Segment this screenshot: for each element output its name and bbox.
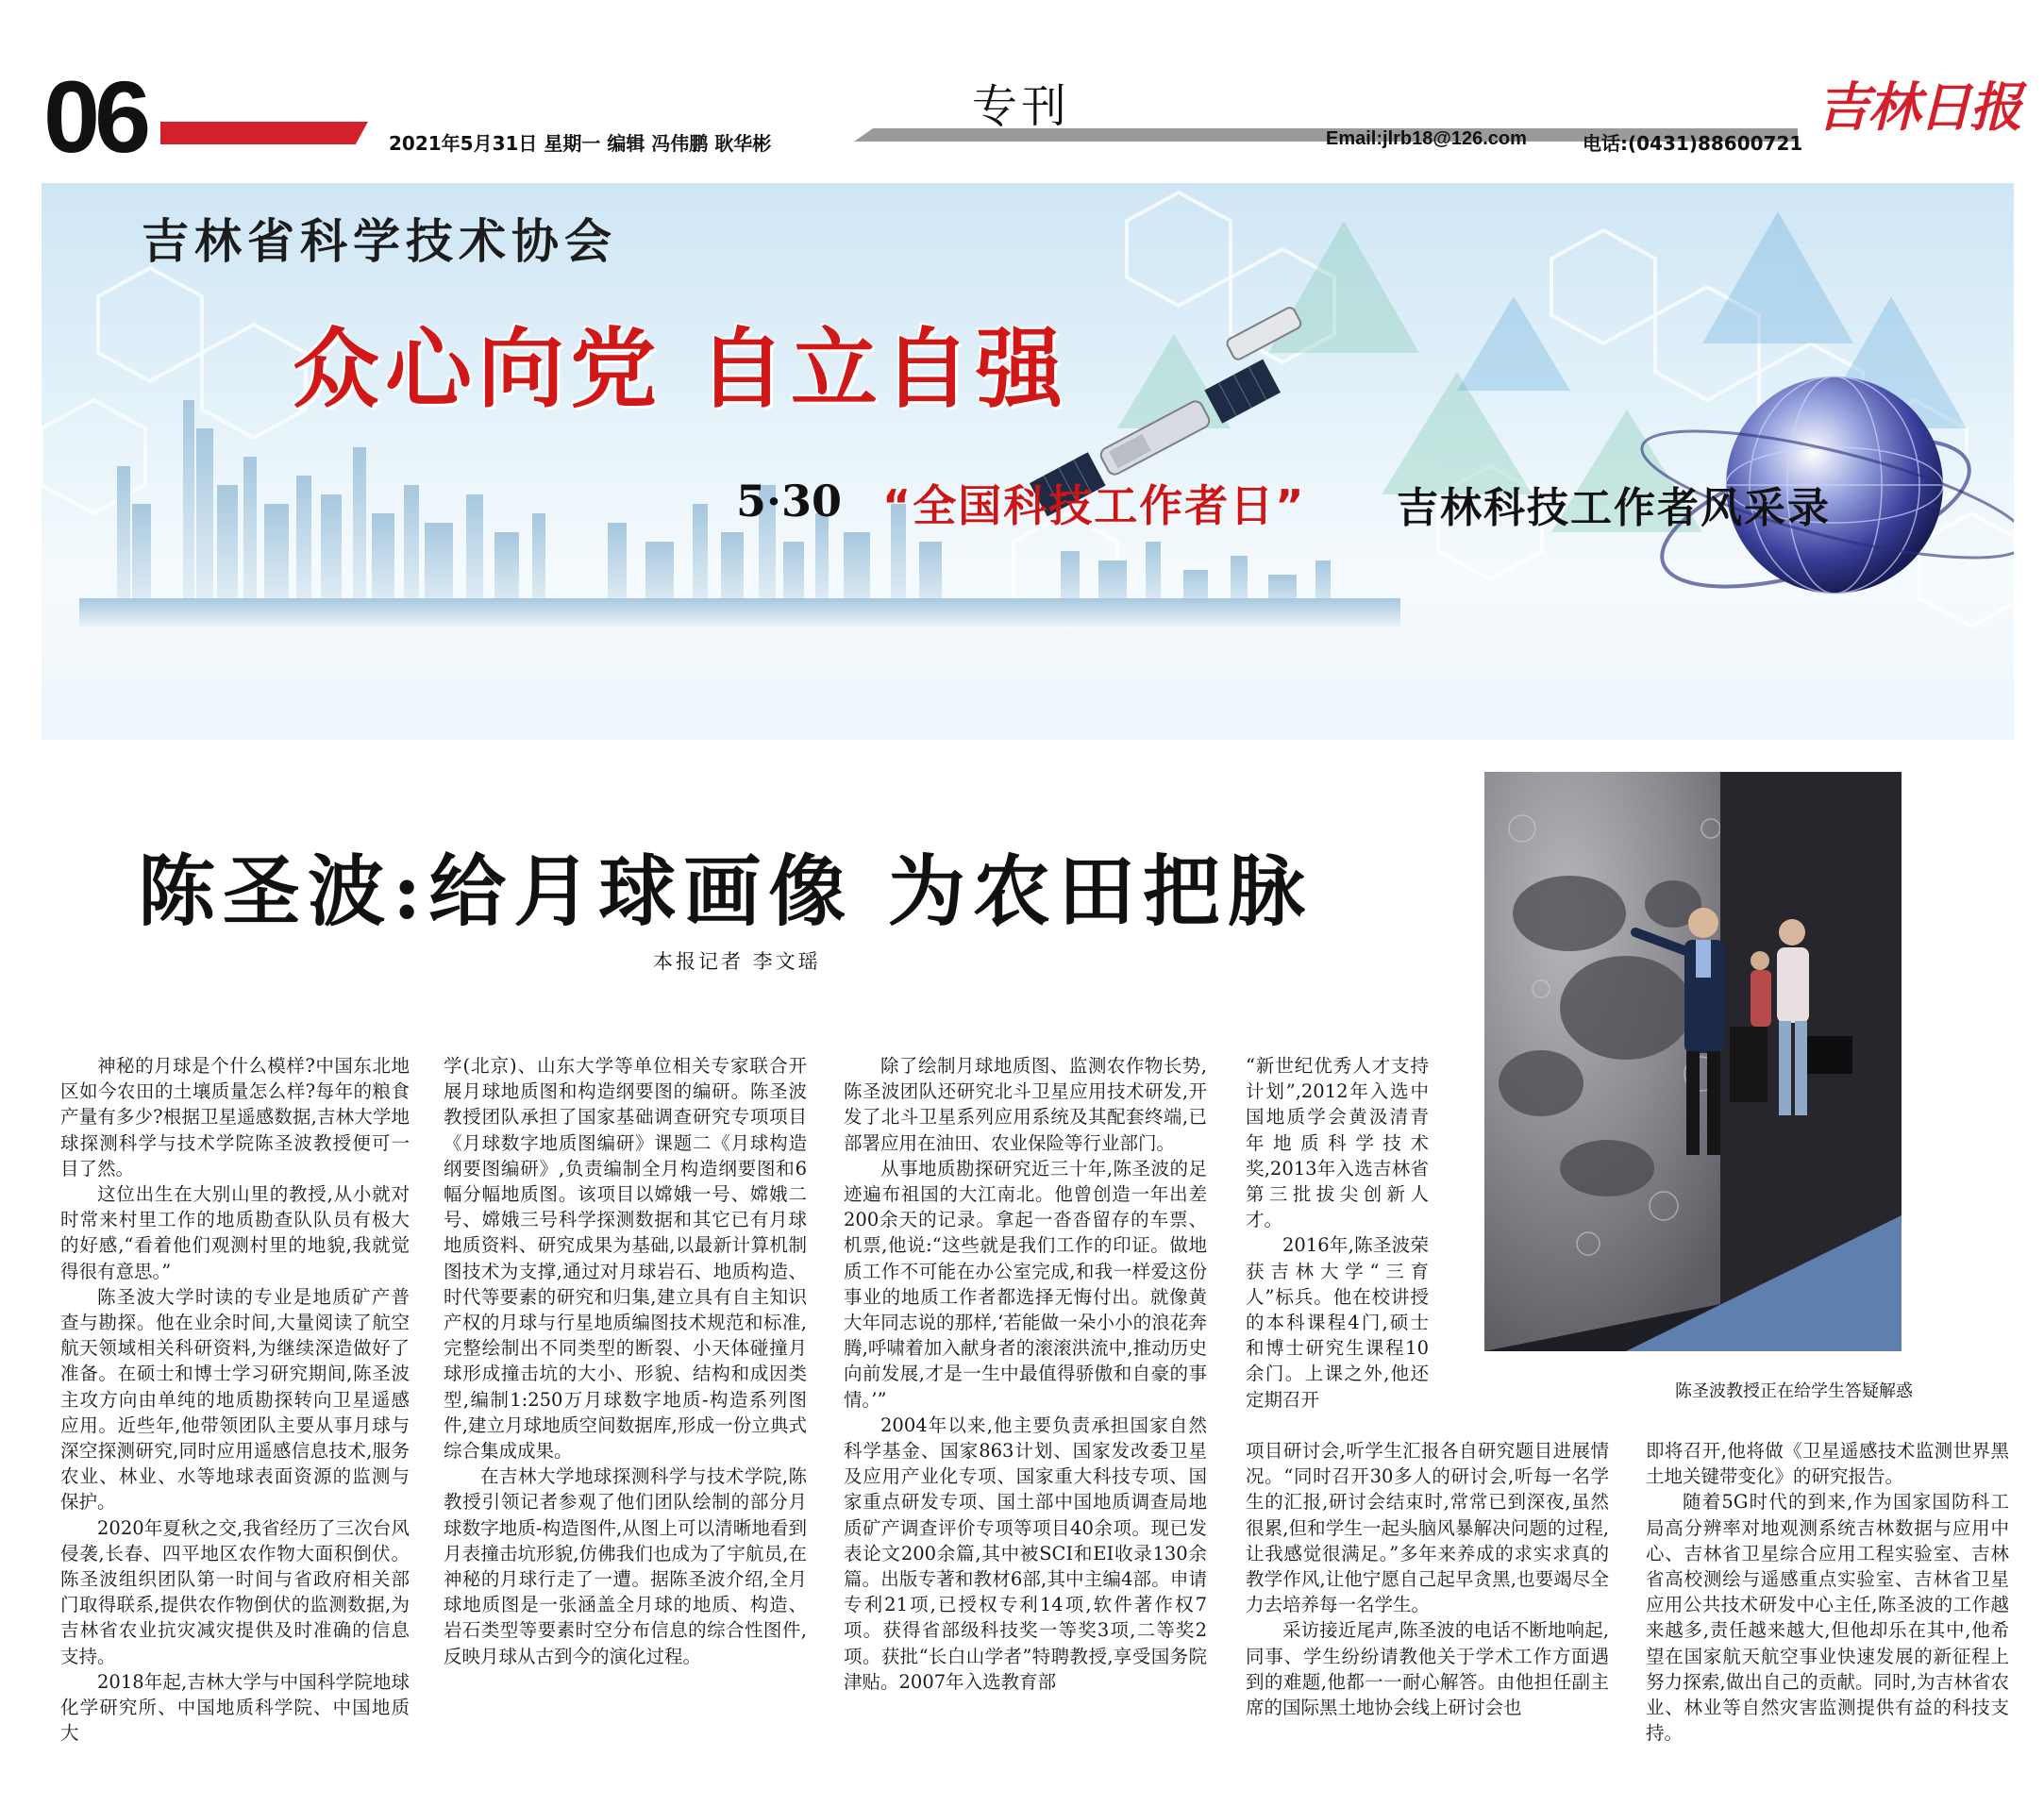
paragraph: 这位出生在大别山里的教授,从小就对时常来村里工作的地质勘查队队员有极大的好感,“看着他们观测村里的地貌,我就觉得很有意思。” bbox=[60, 1183, 410, 1282]
paragraph: 除了绘制月球地质图、监测农作物长势,陈圣波团队还研究北斗卫星应用技术研发,开发了北斗卫星系列应用系统及其配套终端,已部署应用在油田、农业保险等行业部门。 bbox=[844, 1055, 1207, 1154]
paragraph: 2018年起,吉林大学与中国科学院地球化学研究所、中国地质科学院、中国地质大 bbox=[60, 1670, 410, 1745]
student-figure-2 bbox=[1751, 951, 1771, 1027]
contact-email: Email:jlrb18@126.com bbox=[1326, 128, 1527, 149]
contact-phone: 电话:(0431)88600721 bbox=[1583, 132, 1803, 155]
special-banner bbox=[42, 183, 2014, 740]
banner-slogan: 众心向党 自立自强 bbox=[293, 319, 1069, 420]
article-column-2 bbox=[444, 1053, 807, 1669]
paragraph: 2004年以来,他主要负责承担国家自然科学基金、国家863计划、国家发改委卫星及应用产业化专项、国家重大科技专项、国家重点研发专项、国土部中国地质调查局地质矿产调查评价专项等项目40余项。现已发表论文200余篇,其中被SCI和EI收录130余篇。出版专著和教材6部,其中主编4部。申请专利21项,已授权专利14项,软件著作权7项。获得省部级科技奖一等奖3项,二等奖2项。获批“长白山学者”特聘教授,享受国务院津贴。2007年入选教育部 bbox=[844, 1414, 1207, 1693]
paragraph: 学(北京)、山东大学等单位相关专家联合开展月球地质图和构造纲要图的编研。陈圣波教授团队承担了国家基础调查研究专项项目《月球数字地质图编研》课题二《月球构造纲要图编研》,负责编制全月构造纲要图和6幅分幅地质图。该项目以嫦娥一号、嫦娥二号、嫦娥三号科学探测数据和其它已有月球地质资料、研究成果为基础,以最新计算机制图技术为支撑,通过对月球岩石、地质构造、时代等要素的研究和归集,建立具有自主知识产权的月球与行星地质编图技术规范和标准,完整绘制出不同类型的断裂、小天体碰撞月球形成撞击坑的大小、形貌、结构和成因类型,编制1:250万月球数字地质-构造系列图件,建立月球地质空间数据库,形成一份立典式综合集成成果。 bbox=[444, 1055, 807, 1463]
paragraph: 采访接近尾声,陈圣波的电话不断地响起,同事、学生纷纷请教他关于学术工作方面遇到的难题,他都一一耐心解答。由他担任副主席的国际黑土地协会线上研讨会也 bbox=[1246, 1619, 1609, 1719]
section-title: 专刊 bbox=[972, 80, 1071, 133]
banner-subtitle-event: “全国科技工作者日” bbox=[882, 480, 1306, 531]
paragraph: 2020年夏秋之交,我省经历了三次台风侵袭,长春、四平地区农作物大面积倒伏。陈圣波组织团队第一时间与省政府相关部门取得联系,提供农作物倒伏的监测数据,为吉林省农业抗灾减灾提供及时准确的信息支持。 bbox=[60, 1516, 410, 1667]
paragraph: 随着5G时代的到来,作为国家国防科工局高分辨率对地观测系统吉林数据与应用中心、吉林省卫星综合应用工程实验室、吉林省高校测绘与遥感重点实验室、吉林省卫星应用公共技术研发中心主任,陈圣波的工作越来越多,责任越来越大,但他却乐在其中,他希望在国家航天航空事业快速发展的新征程上努力探索,做出自己的贡献。同时,为吉林省农业、林业等自然灾害监测提供有益的科技支持。 bbox=[1646, 1491, 2009, 1745]
paragraph: “新世纪优秀人才支持计划”,2012年入选中国地质学会黄汲清青年地质科学技术奖,2013年入选吉林省第三批拔尖创新人才。 bbox=[1246, 1055, 1429, 1231]
banner-subtitle-rest: 吉林科技工作者风采录 bbox=[1397, 484, 1831, 532]
article-photo bbox=[1484, 772, 1902, 1351]
article-column-3 bbox=[844, 1053, 1207, 1695]
dateline: 2021年5月31日 星期一 编辑 冯伟鹏 耿华彬 bbox=[389, 132, 772, 155]
paragraph: 2016年,陈圣波荣获吉林大学“三育人”标兵。他在校讲授的本科课程4门,硕士和博士研究生课程10余门。上课之外,他还定期召开 bbox=[1246, 1234, 1429, 1411]
paragraph: 即将召开,他将做《卫星遥感技术监测世界黑土地关键带变化》的研究报告。 bbox=[1646, 1440, 2009, 1488]
article-column-4-bottom bbox=[1246, 1438, 1609, 1720]
paragraph: 在吉林大学地球探测科学与技术学院,陈教授引领记者参观了他们团队绘制的部分月球数字地质-构造图件,从图上可以清晰地看到月表撞击坑形貌,仿佛我们也成为了宇航员,在神秘的月球行走了一遭。据陈圣波介绍,全月球地质图是一张涵盖全月球的地质、构造、岩石类型等要素时空分布信息的综合性图件,反映月球从古到今的演化过程。 bbox=[444, 1465, 807, 1667]
moon-map-photo bbox=[1484, 772, 1902, 1351]
paragraph: 项目研讨会,听学生汇报各自研究题目进展情况。“同时召开30多人的研讨会,听每一名学生的汇报,研讨会结束时,常常已到深夜,虽然很累,但和学生一起头脑风暴解决问题的过程,让我感觉很满足。”多年来养成的求实求真的教学作风,让他宁愿自己起早贪黑,也要竭尽全力去培养每一名学生。 bbox=[1246, 1440, 1609, 1616]
newspaper-logo: 吉林日报 bbox=[1817, 76, 2020, 139]
paragraph: 陈圣波大学时读的专业是地质矿产普查与勘探。他在业余时间,大量阅读了航空航天领域相关科研资料,为继续深造做好了准备。在硕士和博士学习研究期间,陈圣波主攻方向由单纯的地质勘探转向卫星遥感应用。近些年,他带领团队主要从事月球与深空探测研究,同时应用遥感信息技术,服务农业、林业、水等地球表面资源的监测与保护。 bbox=[60, 1285, 410, 1514]
photo-caption: 陈圣波教授正在给学生答疑解惑 bbox=[1675, 1381, 1913, 1401]
article-headline: 陈圣波:给月球画像 为农田把脉 bbox=[138, 846, 1313, 937]
paragraph: 神秘的月球是个什么模样?中国东北地区如今农田的土壤质量怎么样?每年的粮食产量有多少?根据卫星遥感数据,吉林大学地球探测科学与技术学院陈圣波教授便可一目了然。 bbox=[60, 1055, 410, 1180]
page-number: 06 bbox=[43, 59, 146, 174]
header-red-bar bbox=[160, 122, 368, 144]
banner-organization: 吉林省科学技术协会 bbox=[142, 214, 617, 269]
paragraph: 从事地质勘探研究近三十年,陈圣波的足迹遍布祖国的大江南北。他曾创造一年出差200余天的记录。拿起一沓沓留存的车票、机票,他说:“这些就是我们工作的印证。做地质工作不可能在办公室完成,和我一样爱这份事业的地质工作者都选择无悔付出。就像黄大年同志说的那样,‘若能做一朵小小的浪花奔腾,呼啸着加入献身者的滚滚洪流中,推动历史向前发展,才是一生中最值得骄傲和自豪的事情。’” bbox=[844, 1157, 1207, 1411]
article-column-5 bbox=[1646, 1438, 2009, 1746]
article-column-4-top bbox=[1246, 1053, 1429, 1413]
article-byline: 本报记者 李文瑶 bbox=[653, 950, 821, 973]
banner-subtitle-date: 5·30 bbox=[736, 476, 843, 527]
article-column-1 bbox=[60, 1053, 410, 1746]
